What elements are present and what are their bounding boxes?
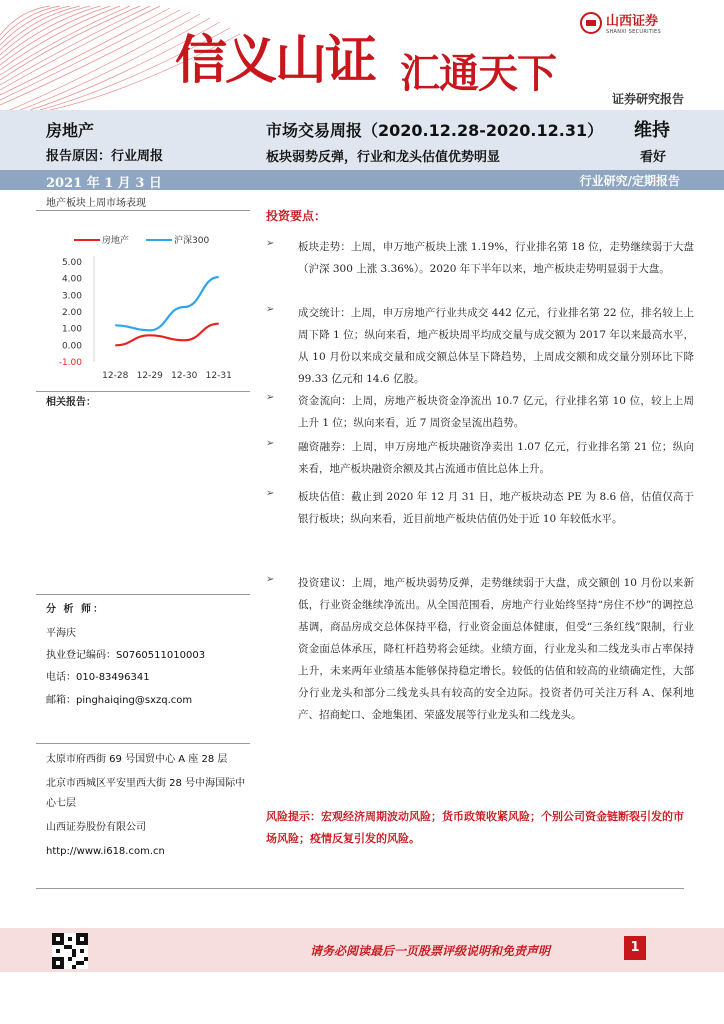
qr-code-icon[interactable] [52, 933, 88, 969]
sector-name: 房地产 [46, 121, 95, 140]
legend-label: 沪深300 [174, 236, 210, 246]
arrow-bullet-icon: ➢ [266, 574, 275, 585]
series-line [115, 277, 219, 330]
analyst-license: 执业登记编码：S0760511010003 [46, 650, 206, 661]
divider [36, 743, 250, 744]
report-title: 市场交易周报（2020.12.28-2020.12.31） [266, 121, 604, 140]
bullet-text: 投资建议：上周，地产板块弱势反弹，走势继续弱于大盘，成交额创 10 月份以来新低，行业资金继续净流出。从全国范围看，房地产行业始终坚持“房住不炒”的调控总基调，商品房成交总体保持平稳，行业资金面总体健康，但受“三条红线”限制，行业资金面总体承压，降杠杆趋势将会延续。业绩方面，行业龙头和二线龙头市占率保持上升，未来两年业绩基本能够保持稳定增长。较低的估值和较高的业绩确定性，大部分行业龙头和部分二线龙头具有较高的安全边际。投资者仍可关注万科 A、保利地产、招商蛇口、金地集团、荣盛发展等行业龙头和二线龙头。 [298, 577, 694, 721]
y-tick-label: 3.00 [61, 291, 82, 302]
legend-label: 房地产 [102, 236, 130, 246]
brand-name-en: SHANXI SECURITIES [606, 29, 661, 35]
bullet-text: 资金流向：上周，房地产板块资金净流出 10.7 亿元，行业排名第 10 位，较上上周上升 1 位；纵向来看，近 7 周资金呈流出趋势。 [298, 395, 694, 429]
bullet-text: 融资融券：上周，申万房地产板块融资净卖出 1.07 亿元，行业排名第 21 位；纵向来看，地产板块融资余额及其占流通市值比总体上升。 [298, 441, 694, 475]
report-date: 2021 年 1 月 3 日 [46, 176, 162, 191]
title-band [0, 110, 724, 170]
analyst-email[interactable]: 邮箱：pinghaiqing@sxzq.com [46, 695, 193, 706]
header-banner [0, 0, 724, 110]
chart-title: 地产板块上周市场表现 [46, 198, 146, 209]
disclaimer-text: 请务必阅读最后一页股票评级说明和免责声明 [310, 944, 551, 958]
analyst-label: 分 析 师： [46, 604, 105, 615]
x-tick-label: 12-29 [136, 371, 163, 381]
x-tick-label: 12-31 [205, 371, 232, 381]
x-tick-label: 12-28 [102, 371, 129, 381]
bullet-text: 板块估值：截止到 2020 年 12 月 31 日，地产板块动态 PE 为 8.6 倍，估值仅高于银行板块；纵向来看，近目前地产板块估值仍处于近 10 年较低水平。 [298, 491, 694, 525]
date-band [0, 170, 724, 190]
arrow-bullet-icon: ➢ [266, 488, 275, 499]
rating-action: 维持 [634, 120, 670, 141]
brand-name: 山西证券 [606, 14, 659, 29]
arrow-bullet-icon: ➢ [266, 304, 275, 315]
address-taiyuan: 太原市府西街 69 号国贸中心 A 座 28 层 [46, 754, 228, 765]
analyst-phone: 电话：010-83496341 [46, 672, 150, 683]
arrow-bullet-icon: ➢ [266, 238, 275, 249]
bullet-text: 成交统计：上周，申万房地产行业共成交 442 亿元，行业排名第 22 位，排名较上上周下降 1 位；纵向来看，地产板块周平均成交量与成交额为 2017 年以来最高水平，从 10 月份以来成交量和成交额总体呈下降趋势，上周成交额和成交量分别环比下降 99.33 亿元和 14.6 亿股。 [298, 307, 694, 385]
y-tick-label: 4.00 [61, 274, 82, 285]
company-name: 山西证券股份有限公司 [46, 822, 146, 833]
divider [36, 210, 250, 211]
logo-icon [580, 12, 602, 34]
arrow-bullet-icon: ➢ [266, 438, 275, 449]
divider [36, 888, 684, 889]
report-type: 证券研究报告 [611, 92, 684, 106]
divider [36, 391, 250, 392]
sector-performance-chart [36, 216, 250, 386]
risk-warning: 风险提示：宏观经济周期波动风险；货币政策收紧风险；个别公司资金链断裂引发的市场风险；疫情反复引发的风险。 [266, 810, 684, 845]
report-category: 行业研究/定期报告 [579, 174, 680, 188]
slogan-main: 信义山证 [175, 30, 376, 91]
address-beijing: 北京市西城区平安里西大街 28 号中海国际中心七层 [46, 778, 246, 809]
y-tick-label: 2.00 [61, 308, 82, 318]
y-tick-label: -1.00 [58, 358, 82, 368]
y-tick-label: 5.00 [61, 258, 82, 268]
x-tick-label: 12-30 [171, 371, 198, 381]
report-reason: 报告原因：行业周报 [46, 149, 164, 164]
rating-value: 看好 [640, 150, 667, 165]
page-number: 1 [624, 936, 646, 960]
report-subtitle: 板块弱势反弹，行业和龙头估值优势明显 [266, 150, 501, 165]
bullet-text: 板块走势：上周，申万地产板块上涨 1.19%，行业排名第 18 位，走势继续弱于大盘（沪深 300 上涨 3.36%）。2020 年下半年以来，地产板块走势明显弱于大盘。 [298, 241, 694, 275]
footer [0, 928, 724, 972]
company-website[interactable]: http://www.i618.com.cn [46, 846, 165, 857]
slogan-sub: 汇通天下 [400, 50, 556, 97]
key-points-heading: 投资要点： [266, 209, 327, 223]
divider [36, 594, 250, 595]
company-logo [580, 10, 661, 35]
arrow-bullet-icon: ➢ [266, 392, 275, 403]
related-reports-label: 相关报告： [46, 397, 96, 408]
y-tick-label: 1.00 [61, 324, 82, 335]
analyst-name: 平海庆 [46, 628, 76, 639]
y-tick-label: 0.00 [61, 341, 82, 352]
